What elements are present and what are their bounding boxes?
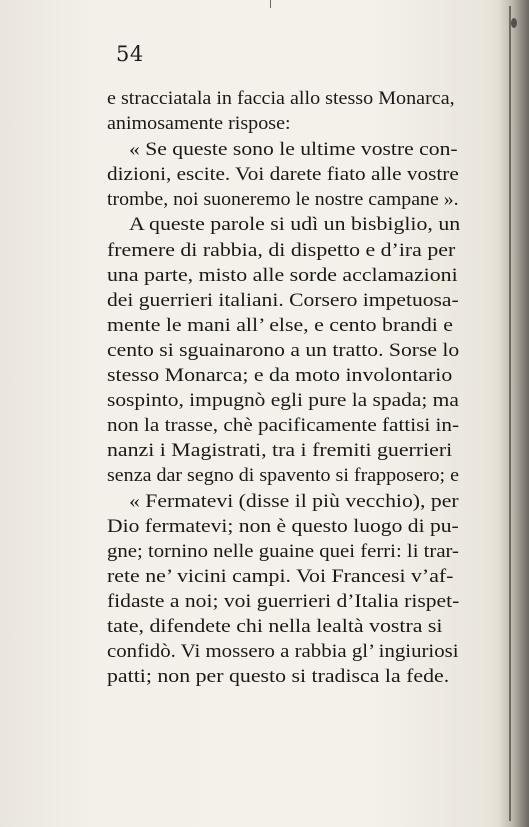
text-line: nanzi i Magistrati, tra i fremiti guerrieri [107, 440, 453, 461]
text-line: stesso Monarca; e da moto involontario [107, 365, 453, 386]
text-line: trombe, noi suoneremo le nostre campane ». [107, 189, 459, 210]
text-line: tate, difendete chi nella lealtà vostra si [107, 616, 443, 637]
text-line: patti; non per questo si tradisca la fede. [107, 666, 450, 687]
text-line: « Fermatevi (disse il più vecchio), per [129, 491, 459, 512]
text-line: Dio fermatevi; non è questo luogo di pu- [107, 516, 459, 537]
text-line: rete ne’ vicini campi. Voi Francesi v’af- [107, 566, 454, 587]
text-line: gne; tornino nelle guaine quei ferri: li trar- [107, 541, 459, 562]
book-spine-edge [509, 6, 511, 821]
text-line: sospinto, impugnò egli pure la spada; ma [107, 390, 459, 411]
text-line: A queste parole si udì un bisbiglio, un [129, 214, 461, 235]
text-line: senza dar segno di spavento si frapposero; e [107, 465, 459, 486]
text-line: confidò. Vi mossero a rabbia gl’ ingiuriosi [107, 641, 459, 662]
text-line: non la trasse, chè pacificamente fattisi in- [107, 415, 460, 436]
book-spine-shadow [499, 0, 529, 827]
text-line: animosamente rispose: [107, 113, 291, 134]
scan-mark [270, 0, 271, 8]
text-line: e stracciatala in faccia allo stesso Monarca, [107, 88, 455, 109]
text-line: cento si sguainarono a un tratto. Sorse lo [107, 340, 460, 361]
page-number: 54 [116, 42, 144, 66]
text-line: fremere di rabbia, di dispetto e d’ira per [107, 240, 456, 261]
text-line: mente le mani all’ else, e cento brandi e [107, 315, 454, 336]
text-line: « Se queste sono le ultime vostre con- [129, 139, 458, 160]
spine-mark [511, 18, 517, 28]
text-line: dizioni, escite. Voi darete fiato alle vostre [107, 164, 459, 185]
text-line: dei guerrieri italiani. Corsero impetuosa- [107, 290, 459, 311]
text-line: una parte, misto alle sorde acclamazioni [107, 265, 458, 286]
text-line: fidaste a noi; voi guerrieri d’Italia rispet- [107, 591, 460, 612]
